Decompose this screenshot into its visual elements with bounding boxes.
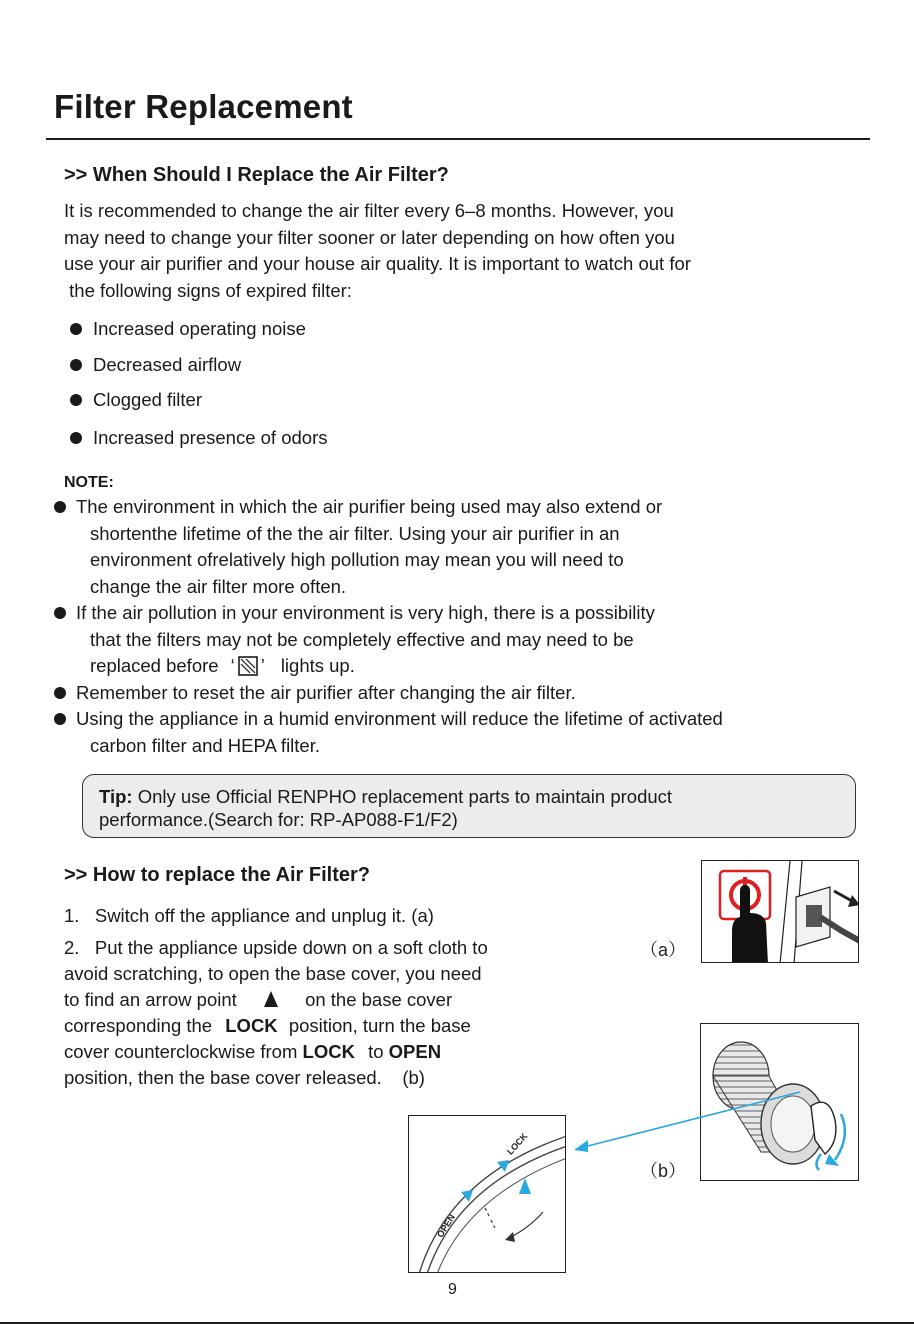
tip-box [82, 774, 856, 838]
step-list [64, 903, 488, 1091]
bullet-icon [54, 687, 66, 699]
open-label: OPEN [435, 1212, 458, 1240]
section-heading-when: >> When Should I Replace the Air Filter? [64, 164, 449, 186]
note-label: NOTE: [64, 474, 114, 491]
intro-line: may need to change your filter sooner or later depending on how often you [64, 226, 675, 248]
figure-b-caption: （b） [640, 1161, 687, 1181]
bullet-icon [70, 394, 82, 406]
step-1: 1. Switch off the appliance and unplug it. (a) [64, 905, 434, 926]
title-divider [46, 138, 870, 140]
note-line: change the air filter more often. [90, 575, 347, 597]
intro-line: the following signs of expired filter: [64, 279, 352, 301]
lock-open-dial-illustration [409, 1116, 566, 1273]
sign-text: Increased presence of odors [93, 427, 328, 448]
bullet-icon [54, 713, 66, 725]
note-line: that the filters may not be completely effective and may need to be [90, 628, 634, 650]
note-line: carbon filter and HEPA filter. [90, 734, 320, 756]
lock-label: LOCK [505, 1131, 530, 1157]
tip-text: performance.(Search for: RP-AP088-F1/F2) [99, 809, 458, 830]
intro-paragraph [64, 198, 864, 304]
note-item: If the air pollution in your environment is very high, there is a possibility [54, 600, 723, 627]
bullet-icon [54, 607, 66, 619]
step-2-line: avoid scratching, to open the base cover, you need [64, 963, 482, 984]
figure-a-caption: （a） [640, 940, 687, 960]
arrow-point-icon [264, 991, 278, 1007]
sign-item [70, 389, 202, 411]
intro-line: use your air purifier and your house air quality. It is important to watch out for [64, 253, 691, 274]
step-2-line: to find an arrow point on the base cover [64, 989, 453, 1010]
bullet-icon [70, 323, 82, 335]
note-list [54, 494, 723, 759]
lock-marker-icon [497, 1160, 509, 1172]
note-item: Remember to reset the air purifier after changing the air filter. [54, 680, 723, 707]
sign-item [70, 354, 241, 376]
sign-text: Decreased airflow [93, 354, 242, 375]
note-item: Using the appliance in a humid environment will reduce the lifetime of activated [54, 706, 723, 733]
open-marker-icon [461, 1190, 473, 1202]
unplug-illustration [702, 861, 859, 963]
intro-line: It is recommended to change the air filter every 6–8 months. However, you [64, 200, 674, 221]
note-item: The environment in which the air purifier being used may also extend or [54, 494, 723, 521]
note-line: environment ofrelatively high pollution may mean you will need to [90, 549, 624, 570]
filter-reset-icon [237, 655, 259, 677]
step-2-line: cover counterclockwise from LOCK to OPEN [64, 1041, 442, 1062]
note-line: replaced before ‘ ’ lights up. [90, 655, 355, 676]
callout-arrow [560, 1080, 820, 1160]
figure-a-unplug-panel [701, 860, 859, 963]
step-2-line: corresponding the LOCK position, turn the base [64, 1015, 471, 1036]
sign-item [70, 427, 327, 449]
step-2-line: 2. Put the appliance upside down on a soft cloth to [64, 937, 488, 958]
sign-text: Clogged filter [93, 389, 203, 410]
step-2-line: position, then the base cover released. (b) [64, 1067, 425, 1088]
bullet-icon [70, 432, 82, 444]
page-number: 9 [448, 1281, 457, 1298]
bullet-icon [70, 359, 82, 371]
section-heading-how: >> How to replace the Air Filter? [64, 864, 370, 886]
lock-open-detail-panel [408, 1115, 566, 1273]
page-title: Filter Replacement [54, 88, 353, 125]
tip-text: Only use Official RENPHO replacement parts to maintain product [132, 786, 673, 807]
tip-label: Tip: [99, 786, 133, 807]
bullet-icon [54, 501, 66, 513]
note-line: shortenthe lifetime of the the air filter. Using your air purifier in an [90, 522, 620, 544]
sign-text: Increased operating noise [93, 318, 306, 339]
sign-item [70, 318, 306, 340]
